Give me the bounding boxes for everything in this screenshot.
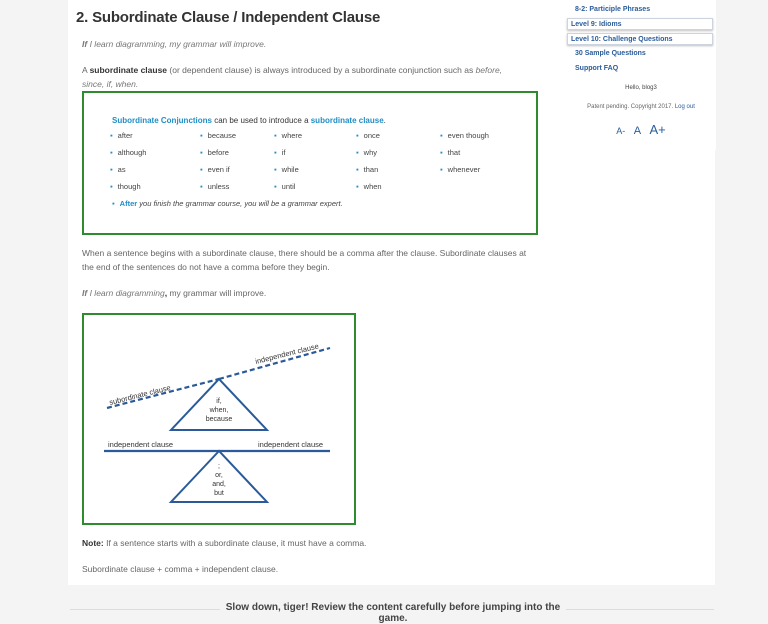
user-greeting: Hello, blog3 <box>625 85 657 91</box>
note-paragraph <box>82 536 366 550</box>
after-rest: you finish the grammar course, you will be a grammar expert. <box>137 199 343 208</box>
note-text: If a sentence starts with a subordinate clause, it must have a comma. <box>103 538 367 548</box>
conjunction-item: ▪ after <box>110 131 133 140</box>
conjunction-item: ▪ unless <box>200 182 229 191</box>
sidebar-item-support-faq[interactable]: Support FAQ <box>575 65 619 72</box>
sidebar-item-challenge-questions[interactable]: Level 10: Challenge Questions <box>567 33 713 45</box>
heading-blue2: subordinate clause <box>310 116 384 125</box>
triangle-bottom-word-3: and, <box>212 481 226 488</box>
example-sentence <box>82 37 266 51</box>
example2-if: If <box>82 288 88 298</box>
example2-comma: , <box>164 288 168 298</box>
clause-diagram-box <box>82 313 356 525</box>
comma-rule-paragraph: When a sentence begins with a subordinate clause, there should be a comma after the clause. Subordinate clauses at the end of the sentences do not have a comma before they begin. <box>82 248 527 272</box>
conjunction-item: ▪ even if <box>200 165 230 174</box>
conjunctions-heading <box>112 116 386 125</box>
sidebar-item-participle-phrases[interactable]: 8-2: Participle Phrases <box>575 6 651 13</box>
heading-blue: Subordinate Conjunctions <box>112 116 212 125</box>
footer-divider-left <box>70 609 220 610</box>
note-label: Note: <box>82 538 104 548</box>
section-title: 2. Subordinate Clause / Independent Clause <box>76 9 381 26</box>
def-examples-1: before, <box>475 65 503 75</box>
definition-paragraph <box>82 63 532 91</box>
conjunction-item: ▪ that <box>440 148 460 157</box>
conjunction-item: ▪ if <box>274 148 285 157</box>
conjunction-item: ▪ than <box>356 165 378 174</box>
conjunction-item: ▪ until <box>274 182 295 191</box>
font-increase-button[interactable]: A+ <box>649 122 666 137</box>
def-term: subordinate clause <box>89 65 168 75</box>
sidebar-item-idioms[interactable]: Level 9: Idioms <box>567 18 713 30</box>
independent-clause-top-label: independent clause <box>254 341 320 366</box>
formula-paragraph: Subordinate clause + comma + independent clause. <box>82 564 279 574</box>
conjunction-item: ▪ even though <box>440 131 489 140</box>
conjunction-item: ▪ when <box>356 182 382 191</box>
patent-notice <box>566 104 716 110</box>
conjunction-item: ▪ because <box>200 131 236 140</box>
heading-mid: can be used to introduce a <box>212 116 311 125</box>
conjunction-item: ▪ although <box>110 148 146 157</box>
sidebar-item-sample-questions[interactable]: 30 Sample Questions <box>575 50 646 57</box>
independent-clause-left-label: independent clause <box>108 440 174 449</box>
example-if: If <box>82 39 88 49</box>
independent-clause-right-label: independent clause <box>258 440 324 449</box>
triangle-top-word-2: when, <box>209 407 229 414</box>
after-word: After <box>119 199 138 208</box>
triangle-bottom-word-2: or, <box>215 472 223 479</box>
triangle-bottom-word-1: ; <box>218 463 220 470</box>
font-decrease-button[interactable]: A- <box>616 126 626 136</box>
triangle-top-word-3: because <box>205 416 233 423</box>
def-a: A <box>82 65 90 75</box>
conjunction-item: ▪ though <box>110 182 141 191</box>
conjunction-item: ▪ where <box>274 131 302 140</box>
conjunction-item: ▪ while <box>274 165 299 174</box>
conjunctions-box <box>82 91 538 235</box>
conjunction-item: ▪ whenever <box>440 165 480 174</box>
example-rest: I learn diagramming, my grammar will improve. <box>89 39 267 49</box>
conjunction-item: ▪ as <box>110 165 126 174</box>
footer-divider-right <box>566 609 714 610</box>
conjunction-item: ▪ before <box>200 148 229 157</box>
def-examples-2: since, if, when. <box>82 79 139 89</box>
footer-message: Slow down, tiger! Review the content carefully before jumping into the game. <box>225 602 561 624</box>
subordinate-clause-label: subordinate clause <box>108 382 172 407</box>
def-mid: (or dependent clause) is always introduced by a subordinate conjunction such as <box>167 65 476 75</box>
font-size-controls <box>566 121 716 139</box>
conjunction-item: ▪ once <box>356 131 380 140</box>
example-sentence-2 <box>82 286 266 300</box>
logout-link[interactable]: Log out <box>674 104 695 110</box>
after-example <box>112 199 343 208</box>
font-normal-button[interactable]: A <box>633 125 642 137</box>
triangle-bottom-word-4: but <box>214 490 224 497</box>
triangle-top-word-1: if, <box>216 398 222 405</box>
example2-clause: I learn diagramming <box>89 288 165 298</box>
conjunction-item: ▪ why <box>356 148 377 157</box>
example2-rest: my grammar will improve. <box>167 288 267 298</box>
heading-end: . <box>383 116 386 125</box>
patent-text: Patent pending. Copyright 2017. <box>587 104 674 110</box>
clause-diagram <box>84 315 354 523</box>
